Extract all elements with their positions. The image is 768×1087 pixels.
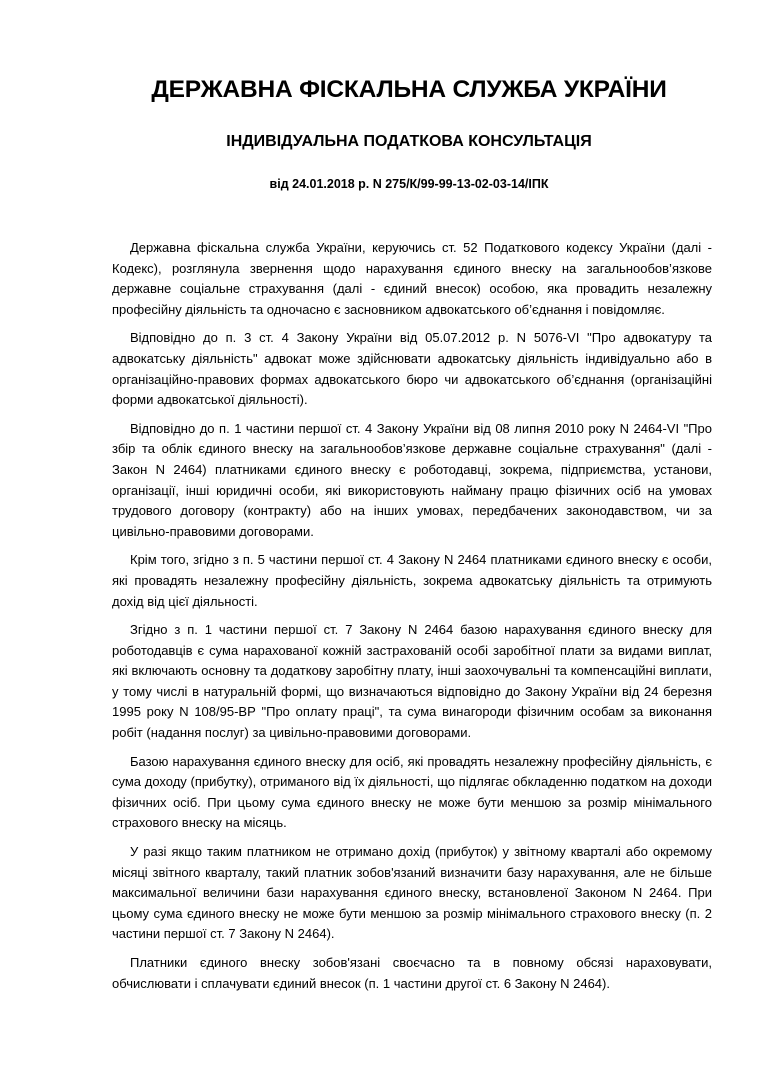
paragraph: Згідно з п. 1 частини першої ст. 7 Закону N 2464 базою нарахування єдиного внеску для роботодавців є сума нарахованої кожній застрахованій особі заробітної плати за видами виплат, які включають основну та додаткову заробітну плату, інші заохочувальні та компенсаційні виплати, у тому числі в натуральній формі, що визначаються відповідно до Закону України від 24 березня 1995 року N 108/95-ВР "Про оплату праці", та сума винагороди фізичним особам за виконання робіт (надання послуг) за цивільно-правовими договорами.	[112, 622, 712, 741]
paragraph: У разі якщо таким платником не отримано дохід (прибуток) у звітному кварталі або окремому місяці звітного кварталу, такий платник зобов'язаний визначити базу нарахування, але не більше максимальної величини бази нарахування єдиного внеску, встановленої Законом N 2464. При цьому сума єдиного внеску не може бути меншою за розмір мінімального страхового внеску (п. 2 частини першої ст. 7 Закону N 2464).	[112, 844, 712, 942]
paragraph: Відповідно до п. 1 частини першої ст. 4 Закону України від 08 липня 2010 року N 2464-VI "Про збір та облік єдиного внеску на загальнообов’язкове державне соціальне страхування" (далі - Закон N 2464) платниками єдиного внеску є роботодавці, зокрема, підприємства, установи, організації, інші юридичні особи, які використовують найману працю фізичних осіб на умовах трудового договору (контракту) або на інших умовах, передбачених законодавством, чи за цивільно-правовими договорами.	[112, 420, 712, 539]
document-reference: від 24.01.2018 р. N 275/К/99-99-13-02-03-14/ІПК	[269, 177, 549, 191]
paragraph: Базою нарахування єдиного внеску для осіб, які провадять незалежну професійну діяльність, є сума доходу (прибутку), отриманого від їх діяльності, що підлягає обкладенню податком на доходи фізичних осіб. При цьому сума єдиного внеску не може бути меншою за розмір мінімального страхового внеску на місяць.	[112, 753, 712, 831]
document-subtitle: ІНДИВІДУАЛЬНА ПОДАТКОВА КОНСУЛЬТАЦІЯ	[226, 133, 592, 150]
paragraph: Платники єдиного внеску зобов'язані своєчасно та в повному обсязі нараховувати, обчислювати і сплачувати єдиний внесок (п. 1 частини другої ст. 6 Закону N 2464).	[112, 955, 712, 991]
paragraph: Відповідно до п. 3 ст. 4 Закону України від 05.07.2012 р. N 5076-VI "Про адвокатуру та адвокатську діяльність" адвокат може здійснювати адвокатську діяльність індивідуально або в організаційно-правових формах адвокатського бюро чи адвокатського об’єднання (організаційні форми адвокатської діяльності).	[112, 330, 712, 408]
paragraph: Державна фіскальна служба України, керуючись ст. 52 Податкового кодексу України (далі - Кодекс), розглянула звернення щодо нарахування єдиного внеску на загальнообов’язкове державне соціальне страхування (далі - єдиний внесок) особою, яка провадить незалежну професійну діяльність та одночасно є засновником адвокатського об’єднання і повідомляє.	[112, 240, 712, 317]
document-body	[112, 238, 712, 1002]
document-title: ДЕРЖАВНА ФІСКАЛЬНА СЛУЖБА УКРАЇНИ	[151, 76, 667, 103]
paragraph: Крім того, згідно з п. 5 частини першої ст. 4 Закону N 2464 платниками єдиного внеску є особи, які провадять незалежну професійну діяльність, зокрема адвокатську діяльність та отримують дохід від цієї діяльності.	[112, 552, 712, 609]
